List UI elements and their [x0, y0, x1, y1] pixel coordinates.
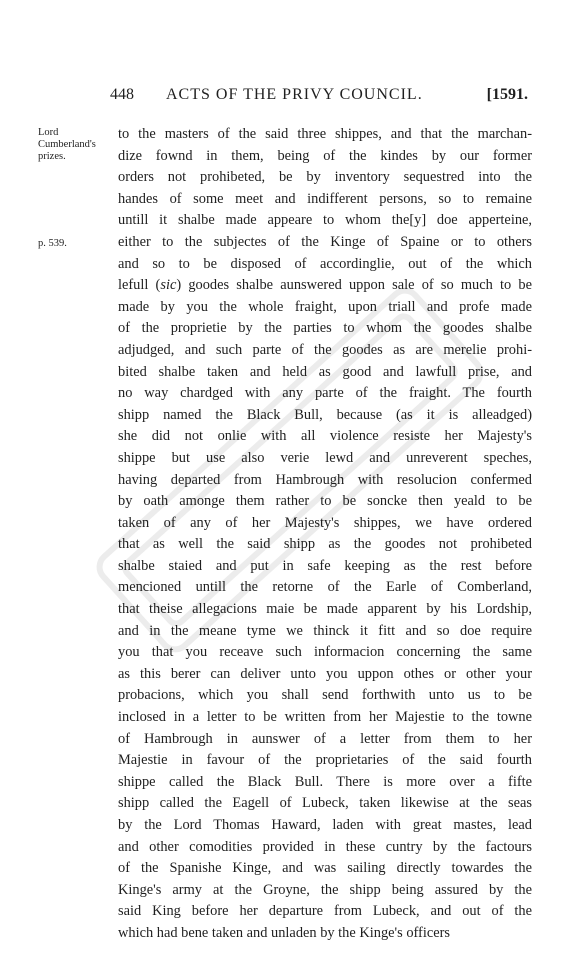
body-line: of the Spanishe Kinge, and was sailing directly towardes the: [118, 860, 532, 877]
body-line: and in the meane tyme we thinck it fitt and so doe require: [118, 622, 532, 639]
running-header: [110, 86, 528, 110]
running-title: ACTS OF THE PRIVY COUNCIL.: [166, 86, 423, 103]
body-line: which had bene taken and unladen by the Kinge's officers: [118, 924, 451, 941]
body-line: adjudged, and such parte of the goodes as are merelie prohi-: [118, 341, 532, 358]
margin-note-line: Lord: [38, 127, 59, 138]
body-line: made by you the whole fraight, upon triall and profe made: [118, 298, 532, 315]
body-line: shippe called the Black Bull. There is more over a fifte: [118, 773, 532, 790]
body-line: shipp called the Eagell of Lubeck, taken likewise at the seas: [118, 795, 532, 812]
body-line: she did not onlie with all violence resiste her Majesty's: [118, 428, 532, 445]
body-line: that as well the said shipp as the goodes not prohibeted: [118, 536, 532, 553]
body-line: shippe but use also verie lewd and unreverent speches,: [118, 449, 532, 466]
margin-note-line: p. 539.: [38, 238, 67, 249]
header-year: [1591.: [486, 86, 528, 103]
body-line: mencioned untill the retorne of the Earle of Comberland,: [118, 579, 532, 596]
body-line: dize fownd in them, being of the kindes by our former: [118, 147, 532, 164]
body-text: [118, 124, 532, 945]
body-line: of the proprietie by the parties to whom the goodes shalbe: [118, 320, 532, 337]
body-line: bited shalbe taken and held as good and lawfull prise, and: [118, 363, 532, 380]
body-line: no way chardged with any parte of the fraight. The fourth: [118, 385, 532, 402]
body-line: that theise allegacions maie be made apparent by his Lordship,: [118, 601, 532, 618]
body-line: shipp named the Black Bull, because (as it is alleadged): [118, 406, 532, 423]
margin-note-line: prizes.: [38, 151, 66, 162]
body-line: having departed from Hambrough with resolucion confermed: [118, 471, 532, 488]
body-line: Majestie in favour of the proprietaries of the said fourth: [118, 752, 532, 769]
page-number: 448: [110, 86, 134, 103]
body-line: inclosed in a letter to be written from her Majestie to the towne: [118, 709, 532, 726]
body-line: Kinge's army at the Groyne, the shipp being assured by the: [118, 881, 532, 898]
body-line: handes of some meet and indifferent persons, so to remaine: [118, 190, 532, 207]
body-line: said King before her departure from Lubeck, and out of the: [118, 903, 532, 920]
body-line: and other comodities provided in these cuntry by the factours: [118, 838, 532, 855]
body-line: untill it shalbe made appeare to whom the[y] doe apperteine,: [118, 212, 532, 229]
body-line: of Hambrough in aunswer of a letter from them to her: [118, 730, 532, 747]
body-line: to the masters of the said three shippes, and that the marchan-: [118, 126, 532, 142]
body-line: you that you receave such informacion concerning the same: [118, 644, 532, 661]
body-line: as this berer can deliver unto you uppon othes or other your: [118, 665, 532, 682]
body-line: by oath amonge them rather to be soncke then yeald to be: [118, 493, 532, 510]
body-line: orders not prohibeted, be by inventory sequestred into the: [118, 169, 532, 186]
body-line: and so to be disposed of accordinglie, out of the which: [118, 255, 532, 272]
body-line: lefull (sic) goodes shalbe aunswered uppon sale of so much to be: [118, 277, 532, 294]
body-line: either to the subjectes of the Kinge of Spaine or to others: [118, 233, 532, 250]
body-line: probacions, which you shall send forthwith unto us to be: [118, 687, 532, 704]
body-line: taken of any of her Majesty's shippes, we have ordered: [118, 514, 532, 531]
body-line: shalbe staied and put in safe keeping as the rest before: [118, 557, 532, 574]
body-line: by the Lord Thomas Haward, laden with great mastes, lead: [118, 817, 532, 833]
margin-note-page-ref: [38, 238, 67, 250]
margin-note-line: Cumberland's: [38, 139, 96, 150]
margin-note-cumberland-prizes: [38, 127, 96, 163]
